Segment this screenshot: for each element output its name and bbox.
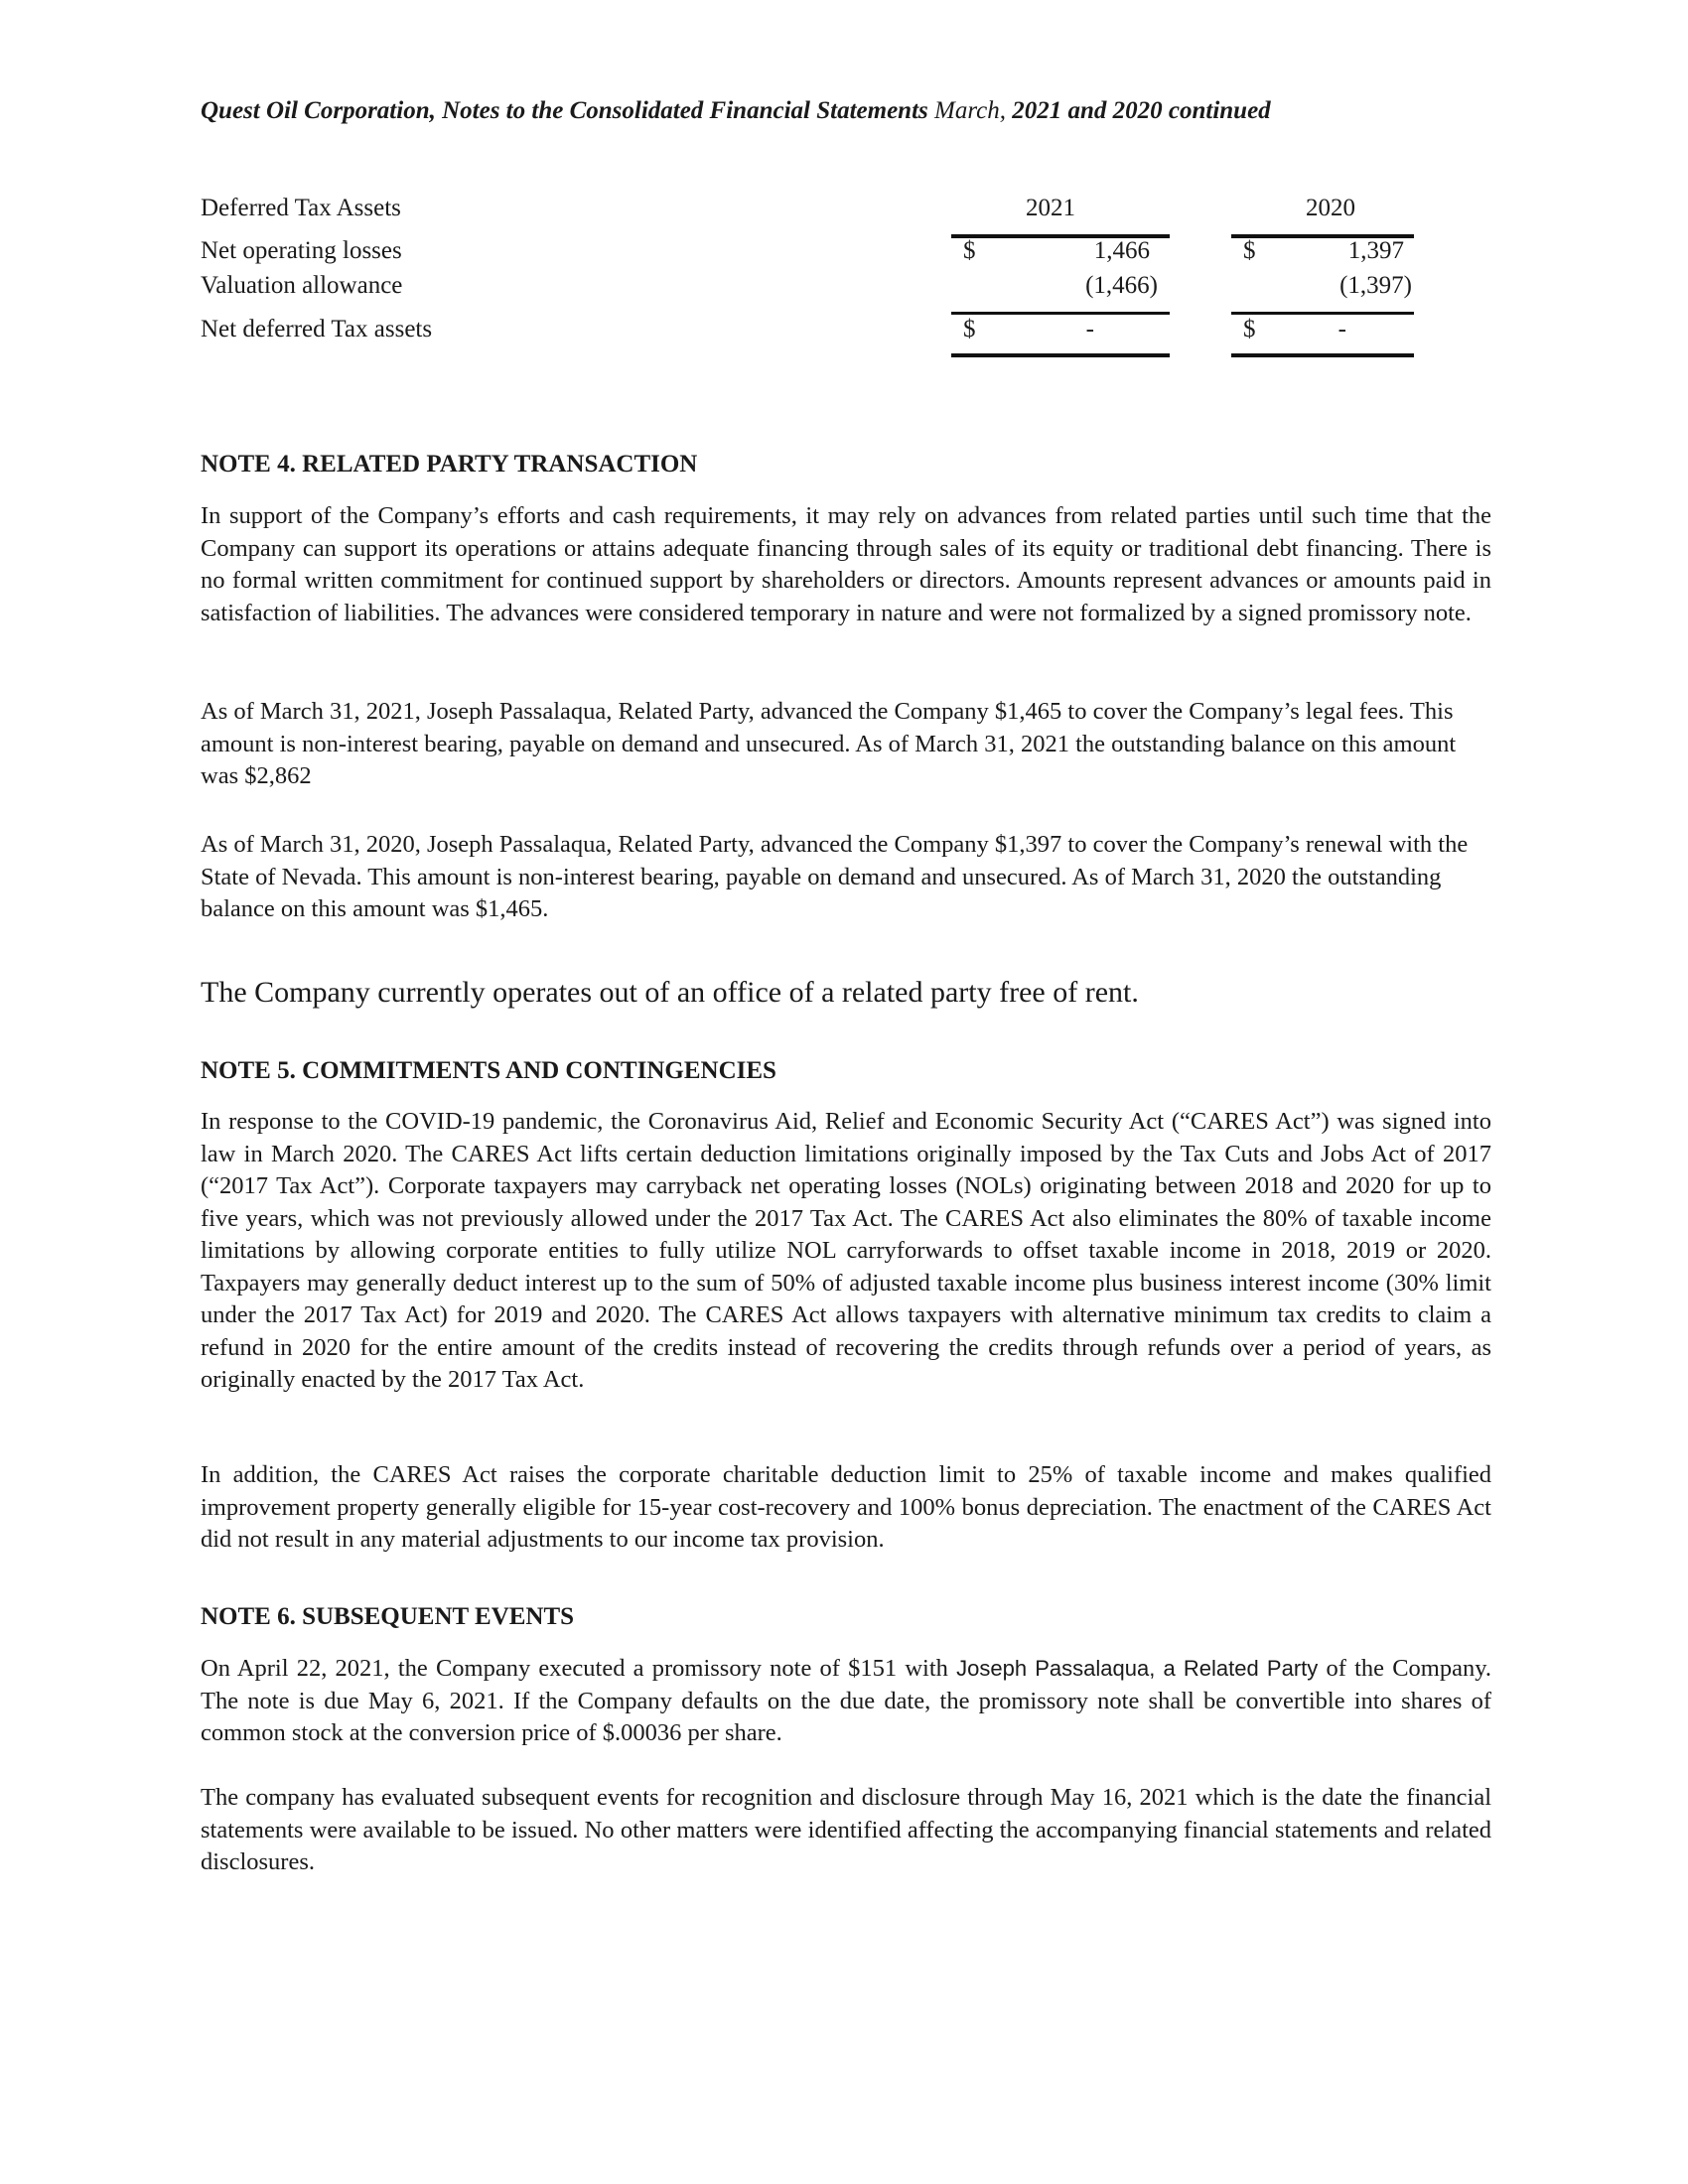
related-party-name: Joseph Passalaqua, a Related Party — [956, 1656, 1319, 1681]
value-2021: - — [1085, 316, 1094, 342]
currency-symbol: $ — [963, 237, 976, 264]
page-header — [201, 97, 1491, 125]
value-2020: (1,397) — [1339, 272, 1412, 299]
total-rule-2020 — [1231, 353, 1414, 357]
currency-symbol: $ — [1243, 237, 1256, 264]
value-2021: (1,466) — [1085, 272, 1158, 299]
note6-p1-end: of the Company. The note is due May 6, 2021. If the Company defaults on the due date, the promissory note shall be convertible into shares of common stock at the conversion price of $.00036 per share. — [201, 1655, 1492, 1746]
note4-paragraph-4: The Company currently operates out of an office of a related party free of rent. — [201, 976, 1139, 1009]
note6-heading: NOTE 6. SUBSEQUENT EVENTS — [201, 1603, 575, 1630]
currency-symbol: $ — [1243, 316, 1256, 342]
header-date: March, — [934, 97, 1006, 124]
note6-paragraph-1 — [201, 1653, 1491, 1750]
note4-paragraph-2: As of March 31, 2021, Joseph Passalaqua, Related Party, advanced the Company $1,465 to cover the Company’s legal fees. This amount is non-interest bearing, payable on demand and unsecured. As of March 31, 2021 the outstanding balance on this amount was $2,862 — [201, 698, 1457, 789]
note5-paragraph-2: In addition, the CARES Act raises the corporate charitable deduction limit to 25% of taxable income and makes qualified improvement property generally eligible for 15-year cost-recovery and 100% bonus depreciation. The enactment of the CARES Act did not result in any material adjustments to our income tax provision. — [201, 1461, 1491, 1553]
value-2021: 1,466 — [1093, 237, 1150, 264]
row-label: Valuation allowance — [201, 272, 403, 299]
note5-paragraph-1: In response to the COVID-19 pandemic, the Coronavirus Aid, Relief and Economic Security Act (“CARES Act”) was signed into law in March 2020. The CARES Act lifts certain deduction limitations originally imposed by the Tax Cuts and Jobs Act of 2017 (“2017 Tax Act”). Corporate taxpayers may carryback net operating losses (NOLs) originating between 2018 and 2020 for up to five years, which was not previously allowed under the 2017 Tax Act. The CARES Act also eliminates the 80% of taxable income limitations by allowing corporate entities to fully utilize NOL carryforwards to offset taxable income in 2018, 2019 or 2020. Taxpayers may generally deduct interest up to the sum of 50% of adjusted taxable income plus business interest income (30% limit under the 2017 Tax Act) for 2019 and 2020. The CARES Act allows taxpayers with alternative minimum tax credits to claim a refund in 2020 for the entire amount of the credits instead of recovering the credits through refunds over a period of years, as originally enacted by the 2017 Tax Act. — [201, 1108, 1491, 1393]
table-row — [201, 316, 1412, 349]
year-2021: 2021 — [1026, 195, 1075, 221]
table-row — [201, 237, 1412, 271]
note6-paragraph-2: The company has evaluated subsequent events for recognition and disclosure through May 16, 2021 which is the date the financial statements were available to be issued. No other matters were identified affecting the accompanying financial statements and related disclosures. — [201, 1784, 1491, 1875]
currency-symbol: $ — [963, 316, 976, 342]
note6-p1-start: On April 22, 2021, the Company executed a promissory note of $151 with — [201, 1655, 948, 1682]
table-row — [201, 272, 1412, 306]
value-2020: 1,397 — [1347, 237, 1404, 264]
table-heading: Deferred Tax Assets — [201, 195, 401, 221]
subtotal-rule-2021 — [951, 312, 1170, 315]
total-rule-2021 — [951, 353, 1170, 357]
note4-heading: NOTE 4. RELATED PARTY TRANSACTION — [201, 451, 698, 478]
note4-paragraph-1: In support of the Company’s efforts and cash requirements, it may rely on advances from related parties until such time that the Company can support its operations or attains adequate financing through sales of its equity or traditional debt financing. There is no formal written commitment for continued support by shareholders or directors. Amounts represent advances or amounts paid in satisfaction of liabilities. The advances were considered temporary in nature and were not formalized by a signed promissory note. — [201, 502, 1491, 626]
header-title: Quest Oil Corporation, Notes to the Consolidated Financial Statements — [201, 97, 928, 124]
year-2020: 2020 — [1306, 195, 1355, 221]
row-label: Net operating losses — [201, 237, 402, 264]
table-header-row — [201, 195, 1412, 228]
note4-paragraph-3: As of March 31, 2020, Joseph Passalaqua, Related Party, advanced the Company $1,397 to cover the Company’s renewal with the State of Nevada. This amount is non-interest bearing, payable on demand and unsecured. As of March 31, 2020 the outstanding balance on this amount was $1,465. — [201, 831, 1469, 922]
note5-heading: NOTE 5. COMMITMENTS AND CONTINGENCIES — [201, 1057, 776, 1084]
deferred-tax-table — [201, 195, 1412, 363]
row-label: Net deferred Tax assets — [201, 316, 433, 342]
header-suffix: 2021 and 2020 continued — [1012, 97, 1271, 124]
subtotal-rule-2020 — [1231, 312, 1414, 315]
value-2020: - — [1337, 316, 1346, 342]
